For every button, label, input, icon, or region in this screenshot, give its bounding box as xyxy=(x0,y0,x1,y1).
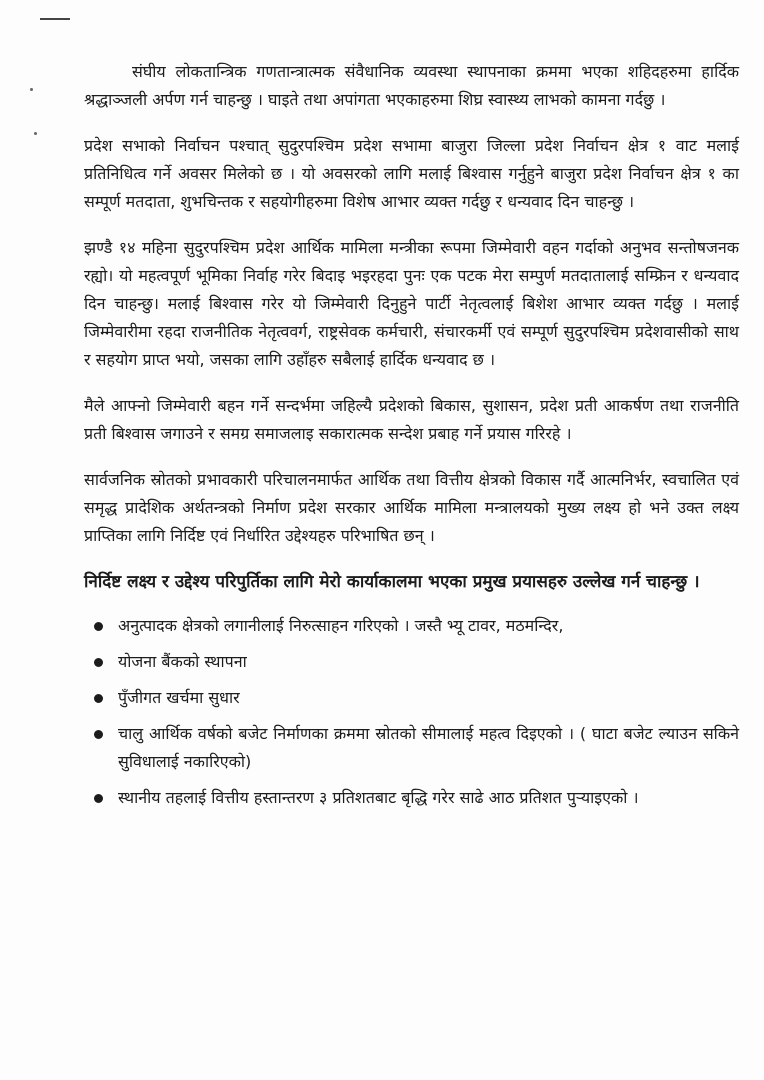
margin-dash-mark xyxy=(40,18,70,20)
list-item xyxy=(92,720,739,776)
efforts-list xyxy=(84,612,739,812)
document-body xyxy=(84,58,739,820)
bullet-icon xyxy=(94,622,103,631)
list-item-text: अनुत्पादक क्षेत्रको लगानीलाई निरुत्साहन गरिएको । जस्तै भ्यू टावर, मठमन्दिर, xyxy=(118,616,564,635)
section-heading: निर्दिष्ट लक्ष्य र उद्देश्य परिपुर्तिका लागि मेरो कार्याकालमा भएका प्रमुख प्रयासहरु उल्लेख गर्न चाहन्छु । xyxy=(84,572,700,592)
paragraph-ministry-goal: सार्वजनिक स्रोतको प्रभावकारी परिचालनमार्फत आर्थिक तथा वित्तीय क्षेत्रको विकास गर्दै आत्मनिर्भर, स्वचालित एवं समृद्ध प्रादेशिक अर्थतन्त्रको निर्माण प्रदेश सरकार आर्थिक मामिला मन्त्रालयको मुख्य लक्ष्य हो भने उक्त लक्ष्य प्राप्तिका लागि निर्दिष्ट एवं निर्धारित उद्देश्यहरु परिभाषित छन् । xyxy=(84,470,739,545)
bullet-icon xyxy=(94,694,103,703)
bullet-icon xyxy=(94,658,103,667)
paragraph-minister-experience: झण्डै १४ महिना सुदुरपश्चिम प्रदेश आर्थिक मामिला मन्त्रीका रूपमा जिम्मेवारी वहन गर्दाको अनुभव सन्तोषजनक रह्यो। यो महत्वपूर्ण भूमिका निर्वाह गरेर बिदाइ भइरहदा पुनः एक पटक मेरा सम्पुर्ण मतदातालाई सम्फ्रिन र धन्यवाद दिन चाहन्छु। मलाई बिश्वास गरेर यो जिम्मेवारी दिनुहुने पार्टी नेतृत्वलाई बिशेश आभार व्यक्त गर्दछु । मलाई जिम्मेवारीमा रहदा राजनीतिक नेतृत्ववर्ग, राष्ट्रसेवक कर्मचारी, संचारकर्मी एवं सम्पूर्ण सुदुरपश्चिम प्रदेशवासीको साथ र सहयोग प्राप्त भयो, जसका लागि उहाँहरु सबैलाई हार्दिक धन्यवाद छ । xyxy=(84,238,739,369)
margin-dot xyxy=(30,88,33,91)
list-item xyxy=(92,784,739,812)
paragraph-responsibility: मैले आफ्नो जिम्मेवारी बहन गर्ने सन्दर्भमा जहिल्यै प्रदेशको बिकास, सुशासन, प्रदेश प्रती आकर्षण तथा राजनीति प्रती बिश्वास जगाउने र समग्र समाजलाइ सकारात्मक सन्देश प्रबाह गर्ने प्रयास गरिरहे । xyxy=(84,396,739,443)
margin-dot xyxy=(34,132,37,135)
list-item-text: पुँजीगत खर्चमा सुधार xyxy=(118,688,240,707)
paragraph-tribute: संघीय लोकतान्त्रिक गणतान्त्रात्मक संवैधानिक व्यवस्था स्थापनाका क्रममा भएका शहिदहरुमा हार्दिक श्रद्धाञ्जली अर्पण गर्न चाहन्छु । घाइते तथा अपांगता भएकाहरुमा शिघ्र स्वास्थ्य लाभको कामना गर्दछु । xyxy=(84,62,739,109)
list-item xyxy=(92,684,739,712)
list-item xyxy=(92,612,739,640)
list-item xyxy=(92,648,739,676)
bullet-icon xyxy=(94,730,103,739)
bullet-icon xyxy=(94,794,103,803)
paragraph-election-thanks: प्रदेश सभाको निर्वाचन पश्चात् सुदुरपश्चिम प्रदेश सभामा बाजुरा जिल्ला प्रदेश निर्वाचन क्षेत्र १ वाट मलाई प्रतिनिधित्व गर्ने अवसर मिलेको छ । यो अवसरको लागि मलाई बिश्वास गर्नुहुने बाजुरा प्रदेश निर्वाचन क्षेत्र १ का सम्पूर्ण मतदाता, शुभचिन्तक र सहयोगीहरुमा विशेष आभार व्यक्त गर्दछु र धन्यवाद दिन चाहन्छु । xyxy=(84,136,739,211)
list-item-text: चालु आर्थिक वर्षको बजेट निर्माणका क्रममा स्रोतको सीमालाई महत्व दिइएको । ( घाटा बजेट ल्याउन सकिने सुविधालाई नकारिएको) xyxy=(118,724,739,771)
list-item-text: योजना बैंकको स्थापना xyxy=(118,652,247,671)
list-item-text: स्थानीय तहलाई वित्तीय हस्तान्तरण ३ प्रतिशतबाट बृद्धि गरेर साढे आठ प्रतिशत पुर्‍याइएको । xyxy=(118,788,639,807)
